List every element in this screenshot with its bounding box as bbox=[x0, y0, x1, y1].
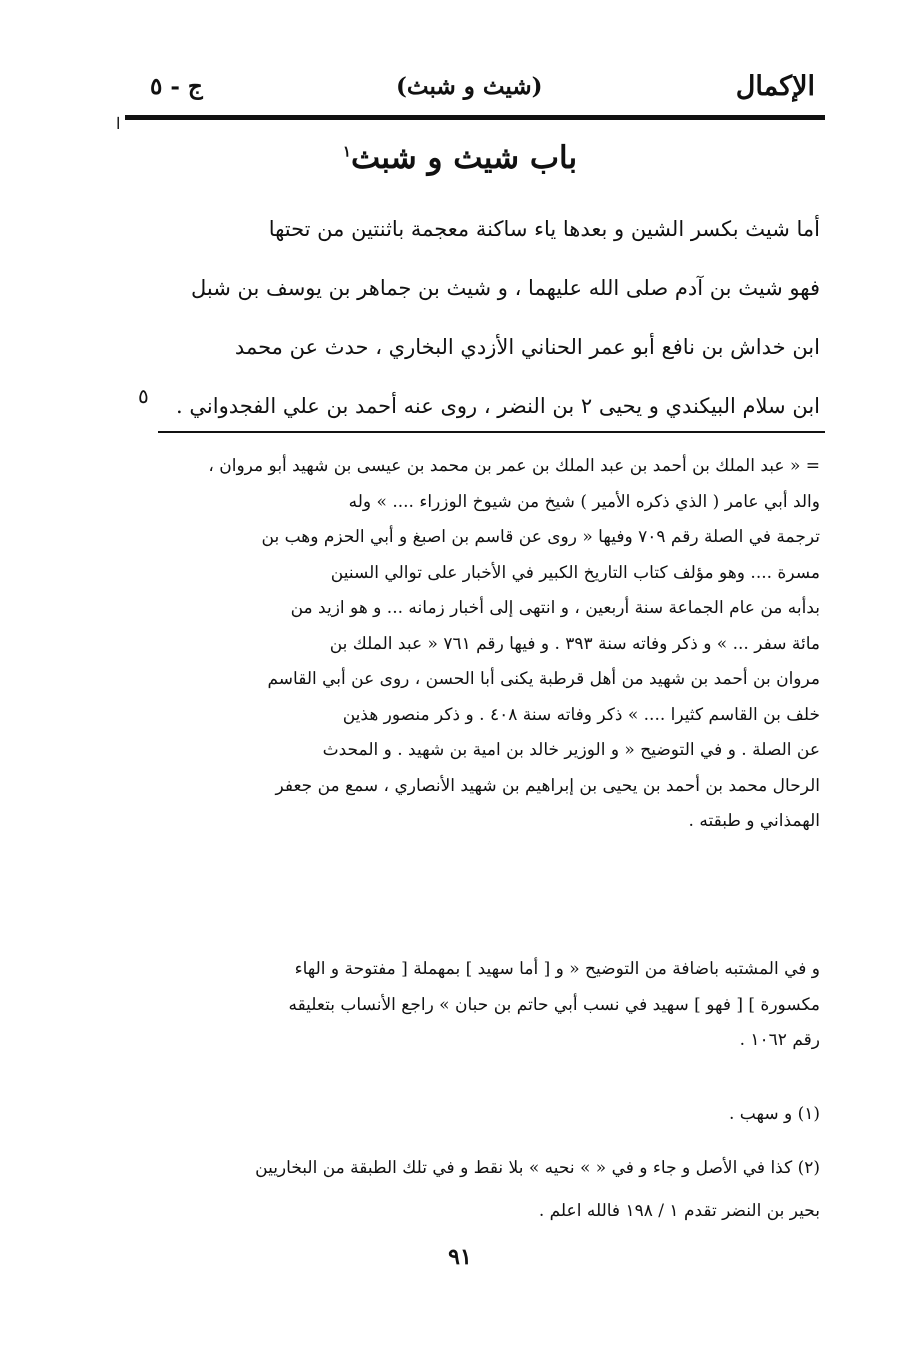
footnote-line: مسرة .... وهو مؤلف كتاب التاريخ الكبير في الأخبار على توالي السنين bbox=[330, 562, 820, 583]
footnote-line: مكسورة ] [ فهو ] سهيد في نسب أبي حاتم بن حبان » راجع الأنساب بتعليقه bbox=[288, 994, 820, 1015]
chapter-title bbox=[150, 140, 770, 176]
footnote-continuation bbox=[160, 449, 820, 840]
footnote-line: رقم ١٠٦٢ . bbox=[739, 1030, 820, 1050]
footnote-line: مروان بن أحمد بن شهيد من أهل قرطبة يكنى أبا الحسن ، روى عن أبي القاسم bbox=[267, 669, 820, 689]
footnote-line: = « عبد الملك بن أحمد بن عبد الملك بن عمر بن محمد بن عيسى بن شهيد أبو مروان ، bbox=[208, 456, 820, 476]
main-line: ابن سلام البيكندي و يحيى ٢ بن النضر ، روى عنه أحمد بن علي الفجدواني . bbox=[176, 394, 820, 418]
footnote-line: و في المشتبه باضافة من التوضيح « و [ أما سهيد ] بمهملة [ مفتوحة و الهاء bbox=[294, 959, 820, 979]
main-text bbox=[160, 200, 820, 436]
footnote-line: خلف بن القاسم كثيرا .... » ذكر وفاته سنة ٤٠٨ . و ذكر منصور هذين bbox=[342, 704, 820, 725]
main-line: ابن خداش بن نافع أبو عمر الحناني الأزدي البخاري ، حدث عن محمد bbox=[234, 335, 820, 359]
footnote-line: بحير بن النضر تقدم ١ / ١٩٨ فالله اعلم . bbox=[538, 1201, 820, 1221]
page-number: ٩١ bbox=[448, 1244, 472, 1270]
footnote-mushtabih bbox=[160, 952, 820, 1059]
page-topic: (شيث و شبث) bbox=[396, 72, 543, 100]
rule-mark: ا bbox=[116, 114, 121, 133]
footnote-rule bbox=[158, 431, 825, 433]
main-line: فهو شيث بن آدم صلى الله عليهما ، و شيث بن جماهر بن يوسف بن شبل bbox=[190, 276, 820, 300]
main-line: أما شيث بكسر الشين و بعدها ياء ساكنة معجمة باثنتين من تحتها bbox=[268, 217, 820, 241]
footnote-line: (١) و سهب . bbox=[728, 1104, 820, 1124]
footnote-line: ترجمة في الصلة رقم ٧٠٩ وفيها « روى عن قاسم بن اصبغ و أبي الحزم وهب بن bbox=[261, 527, 820, 547]
header-rule bbox=[125, 115, 825, 120]
running-head bbox=[150, 66, 815, 106]
chapter-note-ref: ١ bbox=[342, 142, 351, 161]
footnote-line: عن الصلة . و في التوضيح « و الوزير خالد بن امية بن شهيد . و المحدث bbox=[322, 740, 820, 760]
volume-label: ج - ٥ bbox=[150, 72, 203, 100]
footnote-2 bbox=[160, 1147, 820, 1233]
footnote-line: بدأبه من عام الجماعة سنة أربعين ، و انتهى إلى أخبار زمانه ... و هو ازيد من bbox=[290, 598, 820, 618]
book-title: الإكمال bbox=[735, 70, 815, 102]
footnote-line: مائة سفر ... » و ذكر وفاته سنة ٣٩٣ . و فيها رقم ٧٦١ « عبد الملك بن bbox=[329, 633, 820, 654]
footnote-1 bbox=[160, 1097, 820, 1133]
chapter-title-text: باب شيث و شبث bbox=[350, 140, 578, 176]
footnote-line: الهمذاني و طبقته . bbox=[688, 811, 820, 831]
footnote-line: (٢) كذا في الأصل و جاء و في « » نحيه » بلا نقط و في تلك الطبقة من البخاريين bbox=[255, 1158, 820, 1178]
line-number: ٥ bbox=[138, 384, 149, 408]
footnote-line: الرحال محمد بن أحمد بن يحيى بن إبراهيم بن شهيد الأنصاري ، سمع من جعفر bbox=[275, 775, 820, 796]
footnote-line: والد أبي عامر ( الذي ذكره الأمير ) شيخ من شيوخ الوزراء .... » وله bbox=[348, 491, 820, 512]
